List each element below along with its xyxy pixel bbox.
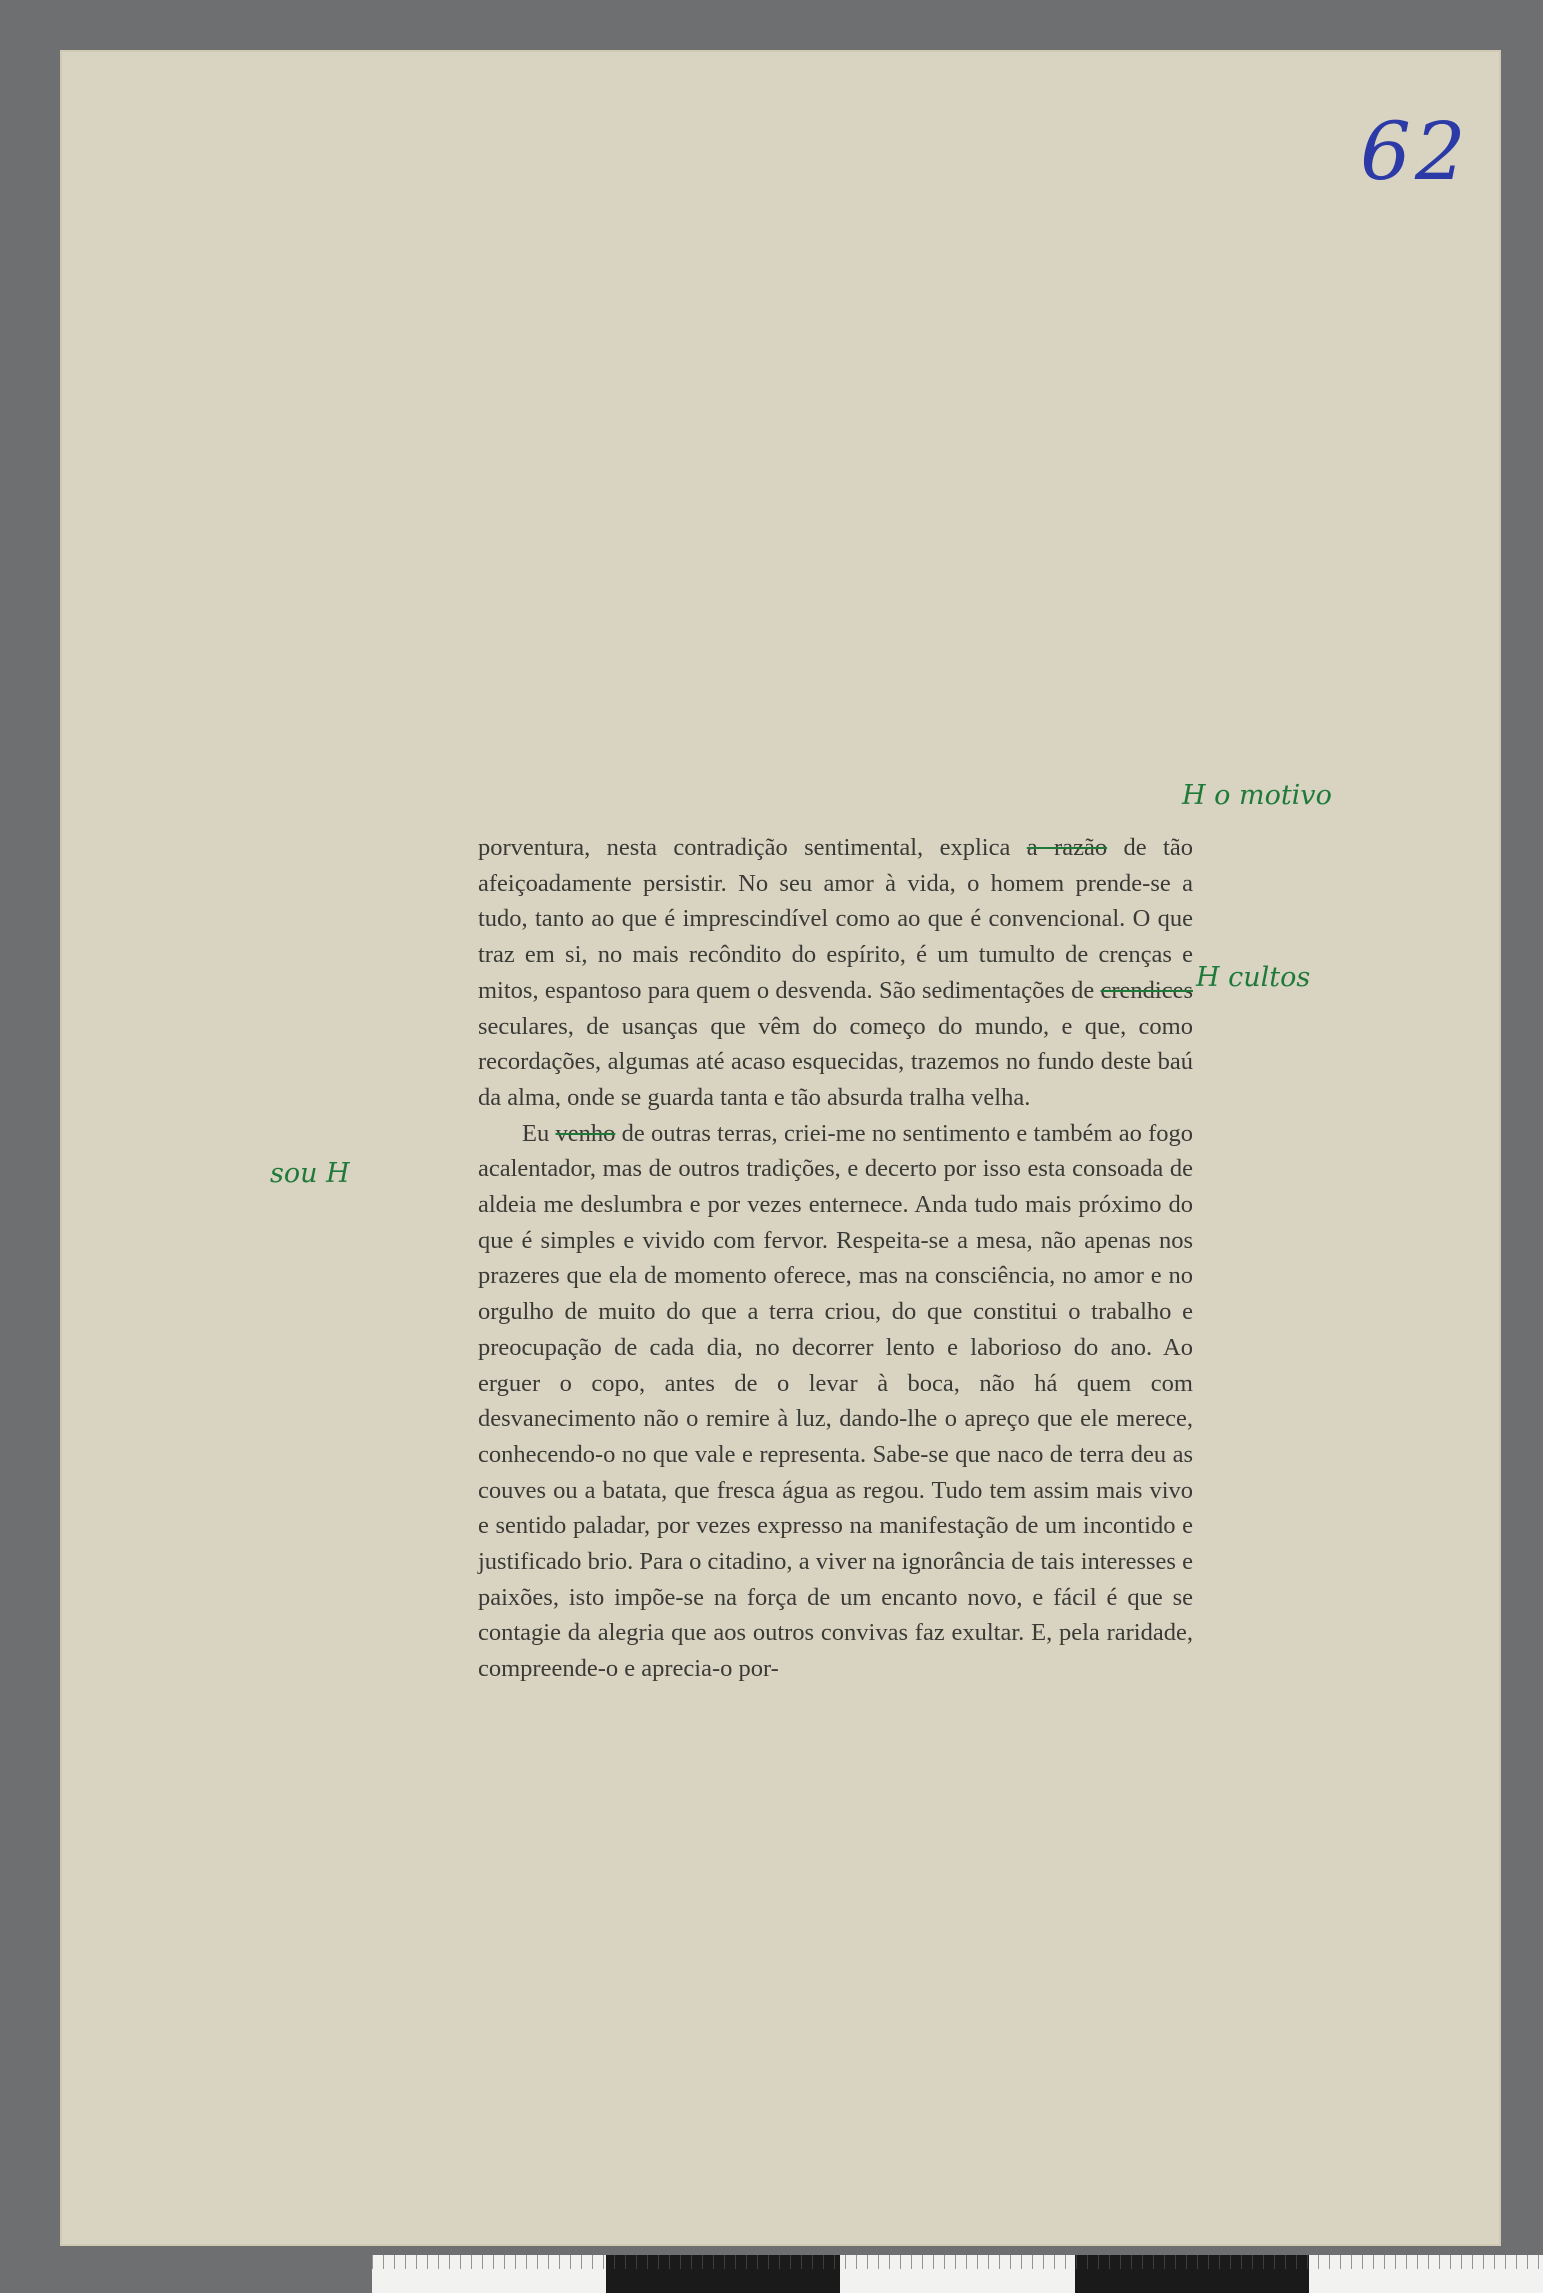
- paragraph-2: [478, 1116, 1193, 1687]
- struck-word-venho: venho: [555, 1119, 616, 1147]
- paragraph-1-text-c: seculares, de usanças que vêm do começo do mundo, e que, como recordações, algumas até acaso esquecidas, trazemos no fundo deste baú da alma, onde se guarda tanta e tão absurda tralha velha.: [478, 1012, 1193, 1111]
- paragraph-1-text-a: porventura, nesta contradição sentimental, explica: [478, 834, 1027, 861]
- document-page: [60, 50, 1501, 2246]
- struck-word-crendices: crendices: [1100, 976, 1193, 1004]
- paragraph-1-text-b: de tão afeiçoadamente persistir. No seu amor à vida, o homem prende-se a tudo, tanto ao que é imprescindível como ao que é convencional. O que traz em si, no mais recôndito do espírito, é um tumulto de crenças e mitos, espantoso para quem o desvenda. São sedimentações de: [478, 834, 1193, 1004]
- margin-note-motivo: H o motivo: [1182, 780, 1332, 811]
- struck-word-razao: a razão: [1026, 834, 1108, 861]
- paragraph-1: [478, 830, 1193, 1116]
- margin-note-sou: sou H: [270, 1158, 350, 1189]
- scale-ruler: [372, 2255, 1543, 2293]
- paragraph-2-text-b: de outras terras, criei-me no sentimento e também ao fogo acalentador, mas de outros tradições, e decerto por isso esta consoada de aldeia me deslumbra e por vezes enternece. Anda tudo mais próximo do que é simples e vivido com fervor. Respeita-se a mesa, não apenas nos prazeres que ela de momento oferece, mas na consciência, no amor e no orgulho de muito do que a terra criou, do que constitui o trabalho e preocupação de cada dia, no decorrer lento e laborioso do ano. Ao erguer o copo, antes de o levar à boca, não há quem com desvanecimento não o remire à luz, dando-lhe o apreço que ele merece, conhecendo-o no que vale e representa. Sabe-se que naco de terra deu as couves ou a batata, que fresca água as regou. Tudo tem assim mais vivo e sentido paladar, por vezes expresso na manifestação de um incontido e justificado brio. Para o citadino, a viver na ignorância de tais interesses e paixões, isto impõe-se na força de um encanto novo, e fácil é que se contagie da alegria que aos outros convivas faz exultar. E, pela raridade, compreende-o e aprecia-o por-: [478, 1119, 1193, 1683]
- body-text: [478, 830, 1193, 1687]
- paragraph-2-text-a: Eu: [522, 1119, 556, 1147]
- margin-note-cultos: H cultos: [1196, 962, 1311, 993]
- page-number: 62: [1360, 105, 1470, 198]
